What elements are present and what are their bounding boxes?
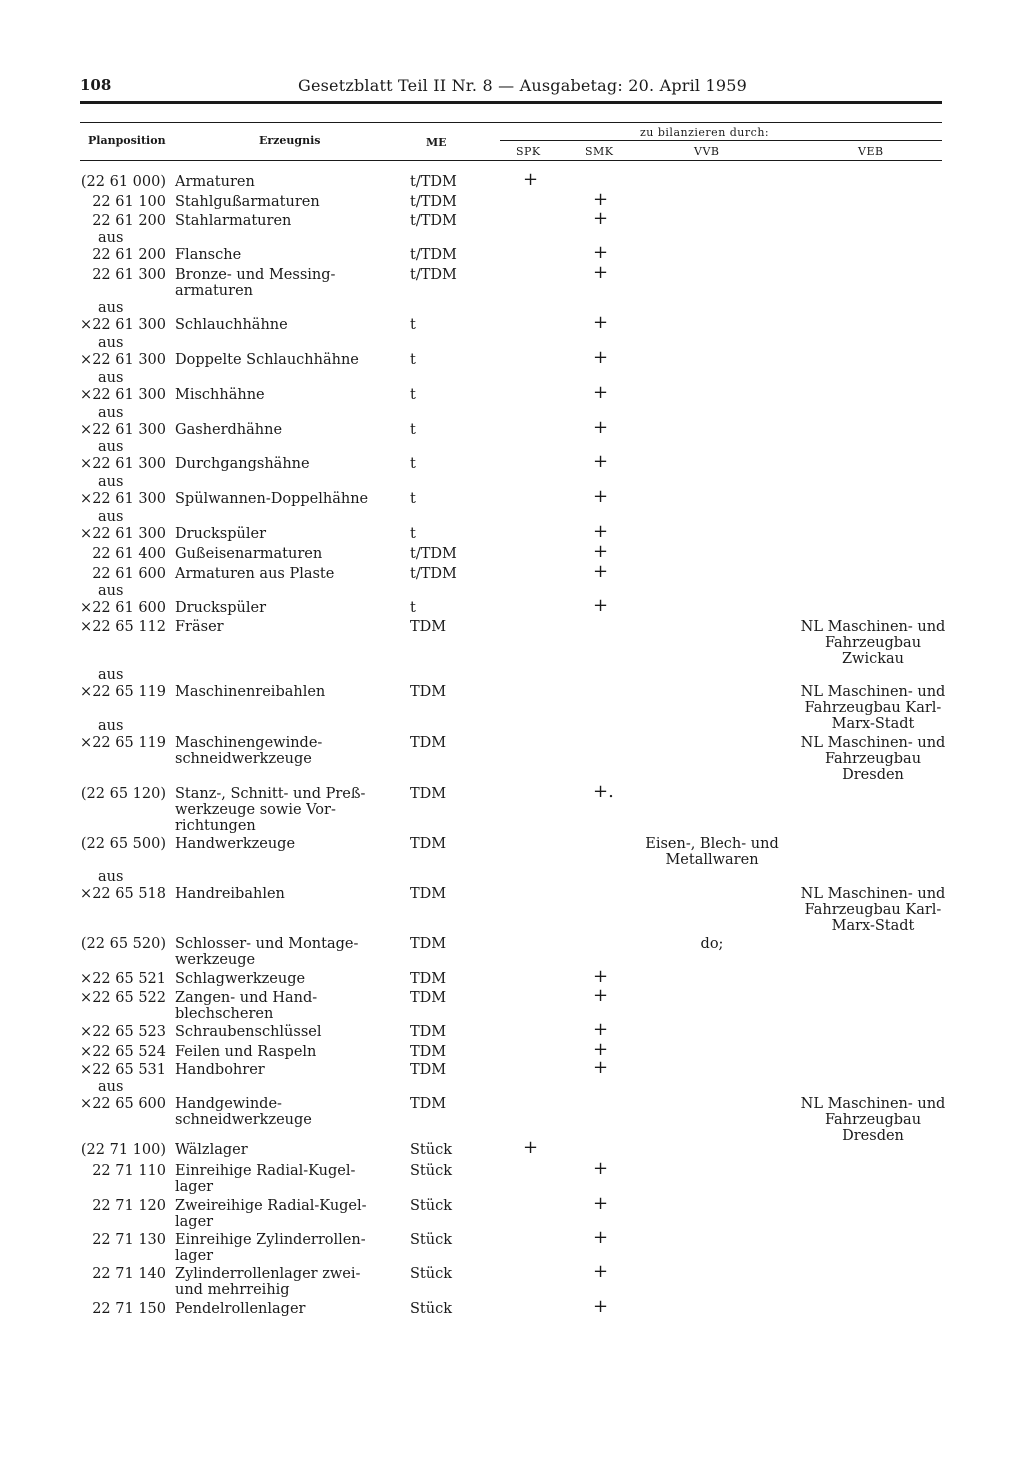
product-cell: Handreibahlen [175, 886, 285, 902]
smk-cell: + [593, 347, 609, 368]
aus-label: aus [98, 370, 124, 386]
product-cell: Druckspüler [175, 526, 267, 542]
planposition-cell: 22 61 100 [92, 194, 166, 210]
unit-cell: Stück [410, 1163, 453, 1179]
planposition-cell: (22 65 120) [80, 786, 166, 802]
smk-cell: + [593, 1039, 609, 1060]
product-cell: Maschinenreibahlen [175, 684, 326, 700]
product-cell: Flansche [175, 247, 242, 263]
product-cell: Mischhähne [175, 387, 265, 403]
planposition-cell: ×22 65 518 [80, 886, 166, 902]
col-smk: SMK [585, 145, 614, 158]
product-cell: Pendelrollenlager [175, 1301, 306, 1317]
unit-cell: t [410, 422, 416, 438]
planposition-cell: ×22 61 300 [80, 352, 166, 368]
unit-cell: Stück [410, 1142, 453, 1158]
unit-cell: TDM [410, 735, 447, 751]
table-header-rule [80, 160, 942, 161]
veb-cell: NL Maschinen- und Fahrzeugbau Karl-Marx-Stadt [800, 684, 946, 732]
planposition-cell: ×22 61 300 [80, 456, 166, 472]
aus-label: aus [98, 1079, 124, 1095]
product-cell: Schlagwerkzeuge [175, 971, 306, 987]
product-cell: Feilen und Raspeln [175, 1044, 317, 1060]
veb-cell: NL Maschinen- und Fahrzeugbau Dresden [800, 735, 946, 783]
product-cell: Schlosser- und Montage-werkzeuge [175, 936, 359, 968]
unit-cell: t/TDM [410, 194, 457, 210]
planposition-cell: ×22 65 600 [80, 1096, 166, 1112]
unit-cell: Stück [410, 1232, 453, 1248]
product-cell: Handgewinde-schneidwerkzeuge [175, 1096, 312, 1128]
product-cell: Stahlgußarmaturen [175, 194, 320, 210]
unit-cell: t [410, 526, 416, 542]
smk-cell: + [593, 1227, 609, 1248]
col-veb: VEB [858, 145, 884, 158]
aus-label: aus [98, 474, 124, 490]
header-rule [80, 101, 942, 104]
smk-cell: + [593, 262, 609, 283]
planposition-cell: 22 71 120 [92, 1198, 166, 1214]
planposition-cell: ×22 61 300 [80, 387, 166, 403]
unit-cell: TDM [410, 1096, 447, 1112]
aus-label: aus [98, 667, 124, 683]
planposition-cell: ×22 65 112 [80, 619, 166, 635]
planposition-cell: 22 61 300 [92, 267, 166, 283]
smk-cell: + [593, 1261, 609, 1282]
planposition-cell: 22 71 140 [92, 1266, 166, 1282]
unit-cell: TDM [410, 1024, 447, 1040]
product-cell: Wälzlager [175, 1142, 248, 1158]
unit-cell: TDM [410, 990, 447, 1006]
planposition-cell: 22 71 150 [92, 1301, 166, 1317]
unit-cell: t/TDM [410, 174, 457, 190]
product-cell: Durchgangshähne [175, 456, 310, 472]
smk-cell: + [593, 1019, 609, 1040]
unit-cell: Stück [410, 1266, 453, 1282]
unit-cell: t [410, 387, 416, 403]
smk-cell: + [593, 382, 609, 403]
planposition-cell: ×22 65 522 [80, 990, 166, 1006]
aus-label: aus [98, 509, 124, 525]
planposition-cell: (22 61 000) [80, 174, 166, 190]
unit-cell: t [410, 317, 416, 333]
unit-cell: TDM [410, 619, 447, 635]
unit-cell: t [410, 600, 416, 616]
col-vvb: VVB [694, 145, 720, 158]
product-cell: Einreihige Radial-Kugel-lager [175, 1163, 356, 1195]
smk-cell: + [593, 541, 609, 562]
planposition-cell: 22 71 130 [92, 1232, 166, 1248]
smk-cell: + [593, 1057, 609, 1078]
planposition-cell: ×22 61 300 [80, 526, 166, 542]
smk-cell: + [593, 985, 609, 1006]
product-cell: Schlauchhähne [175, 317, 288, 333]
aus-label: aus [98, 439, 124, 455]
planposition-cell: 22 61 200 [92, 247, 166, 263]
col-erzeugnis: Erzeugnis [259, 134, 321, 147]
group-rule [500, 140, 942, 141]
unit-cell: t/TDM [410, 213, 457, 229]
vvb-cell: do; [700, 936, 724, 952]
planposition-cell: ×22 65 119 [80, 735, 166, 751]
col-group-label: zu bilanzieren durch: [640, 126, 770, 139]
unit-cell: TDM [410, 684, 447, 700]
product-cell: Zylinderrollenlager zwei-und mehrreihig [175, 1266, 361, 1298]
unit-cell: t [410, 456, 416, 472]
smk-cell: + [593, 189, 609, 210]
planposition-cell: (22 71 100) [80, 1142, 166, 1158]
product-cell: Doppelte Schlauchhähne [175, 352, 359, 368]
veb-cell: NL Maschinen- und Fahrzeugbau Zwickau [800, 619, 946, 667]
aus-label: aus [98, 335, 124, 351]
aus-label: aus [98, 583, 124, 599]
unit-cell: TDM [410, 971, 447, 987]
veb-cell: NL Maschinen- und Fahrzeugbau Dresden [800, 1096, 946, 1144]
smk-cell: + [593, 242, 609, 263]
planposition-cell: ×22 61 300 [80, 422, 166, 438]
vvb-cell: Eisen-, Blech- und Metallwaren [645, 836, 779, 868]
unit-cell: t/TDM [410, 546, 457, 562]
smk-cell: + [593, 1296, 609, 1317]
planposition-cell: (22 65 500) [80, 836, 166, 852]
unit-cell: t/TDM [410, 267, 457, 283]
product-cell: Fräser [175, 619, 224, 635]
planposition-cell: (22 65 520) [80, 936, 166, 952]
product-cell: Einreihige Zylinderrollen-lager [175, 1232, 366, 1264]
page-number: 108 [80, 76, 112, 94]
smk-cell: + [593, 486, 609, 507]
unit-cell: t/TDM [410, 566, 457, 582]
product-cell: Zangen- und Hand-blechscheren [175, 990, 318, 1022]
product-cell: Stanz-, Schnitt- und Preß-werkzeuge sowie Vor-richtungen [175, 786, 366, 834]
smk-cell: + [593, 451, 609, 472]
table-top-rule [80, 122, 942, 123]
planposition-cell: ×22 61 300 [80, 317, 166, 333]
col-planposition: Planposition [88, 134, 166, 147]
unit-cell: t [410, 491, 416, 507]
product-cell: Armaturen [175, 174, 255, 190]
smk-cell: + [593, 561, 609, 582]
smk-cell: + [593, 312, 609, 333]
aus-label: aus [98, 300, 124, 316]
aus-label: aus [98, 718, 124, 734]
smk-cell: + [593, 417, 609, 438]
product-cell: Gasherdhähne [175, 422, 283, 438]
smk-cell: + [593, 595, 609, 616]
unit-cell: TDM [410, 936, 447, 952]
smk-cell: + [593, 208, 609, 229]
product-cell: Armaturen aus Plaste [175, 566, 335, 582]
unit-cell: t [410, 352, 416, 368]
product-cell: Schraubenschlüssel [175, 1024, 322, 1040]
spk-cell: + [523, 1137, 539, 1158]
smk-cell: + [593, 1193, 609, 1214]
smk-cell: +. [593, 781, 614, 802]
smk-cell: + [593, 1158, 609, 1179]
planposition-cell: 22 71 110 [92, 1163, 166, 1179]
product-cell: Handwerkzeuge [175, 836, 296, 852]
product-cell: Stahlarmaturen [175, 213, 292, 229]
product-cell: Gußeisenarmaturen [175, 546, 323, 562]
planposition-cell: ×22 65 524 [80, 1044, 166, 1060]
unit-cell: Stück [410, 1198, 453, 1214]
planposition-cell: ×22 65 531 [80, 1062, 166, 1078]
col-me: ME [426, 136, 447, 149]
aus-label: aus [98, 230, 124, 246]
planposition-cell: ×22 61 600 [80, 600, 166, 616]
product-cell: Zweireihige Radial-Kugel-lager [175, 1198, 367, 1230]
unit-cell: TDM [410, 1062, 447, 1078]
col-spk: SPK [516, 145, 541, 158]
planposition-cell: 22 61 200 [92, 213, 166, 229]
aus-label: aus [98, 405, 124, 421]
page-header-title: Gesetzblatt Teil II Nr. 8 — Ausgabetag: 20. April 1959 [298, 76, 748, 95]
product-cell: Druckspüler [175, 600, 267, 616]
unit-cell: Stück [410, 1301, 453, 1317]
planposition-cell: ×22 65 521 [80, 971, 166, 987]
planposition-cell: ×22 65 523 [80, 1024, 166, 1040]
product-cell: Spülwannen-Doppelhähne [175, 491, 369, 507]
aus-label: aus [98, 869, 124, 885]
unit-cell: TDM [410, 786, 447, 802]
veb-cell: NL Maschinen- und Fahrzeugbau Karl-Marx-Stadt [800, 886, 946, 934]
unit-cell: t/TDM [410, 247, 457, 263]
planposition-cell: 22 61 600 [92, 566, 166, 582]
spk-cell: + [523, 169, 539, 190]
planposition-cell: ×22 65 119 [80, 684, 166, 700]
product-cell: Bronze- und Messing-armaturen [175, 267, 336, 299]
planposition-cell: ×22 61 300 [80, 491, 166, 507]
unit-cell: TDM [410, 1044, 447, 1060]
smk-cell: + [593, 966, 609, 987]
smk-cell: + [593, 521, 609, 542]
planposition-cell: 22 61 400 [92, 546, 166, 562]
unit-cell: TDM [410, 836, 447, 852]
unit-cell: TDM [410, 886, 447, 902]
product-cell: Handbohrer [175, 1062, 265, 1078]
product-cell: Maschinengewinde-schneidwerkzeuge [175, 735, 323, 767]
